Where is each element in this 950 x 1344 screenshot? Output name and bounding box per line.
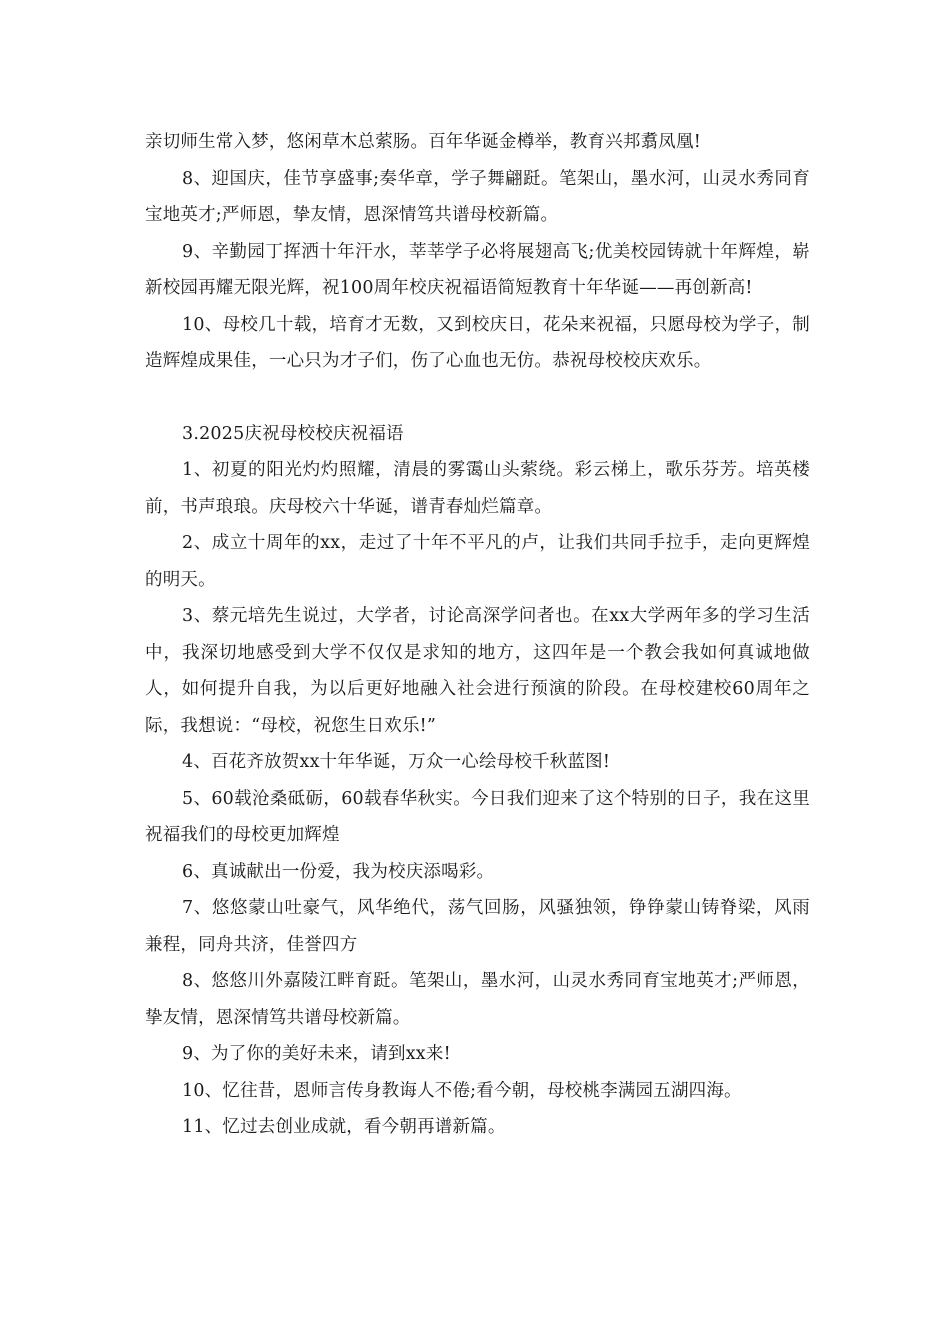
paragraph-item-8b: 8、悠悠川外嘉陵江畔育跹。笔架山，墨水河，山灵水秀同育宝地英才;严师恩，挚友情，恩深情笃共谱母校新篇。 (145, 971, 810, 1028)
paragraph-item-4: 4、百花齐放贺xx十年华诞，万众一心绘母校千秋蓝图! (182, 752, 611, 772)
paragraph-item-9b: 9、为了你的美好未来，请到xx来! (182, 1044, 451, 1064)
paragraph-item-10b: 10、忆往昔，恩师言传身教诲人不倦;看今朝，母校桃李满园五湖四海。 (182, 1080, 742, 1101)
paragraph-item-5: 5、60载沧桑砥砺，60载春华秋实。今日我们迎来了这个特别的日子，我在这里祝福我们的母校更加辉煌 (145, 788, 810, 845)
paragraph-item-1: 1、初夏的阳光灼灼照耀，清晨的雾霭山头萦绕。彩云梯上，歌乐芬芳。培英楼前，书声琅琅。庆母校六十华诞，谱青春灿烂篇章。 (145, 460, 810, 517)
paragraph-item-2: 2、成立十周年的xx，走过了十年不平凡的卢，让我们共同手拉手，走向更辉煌的明天。 (145, 533, 810, 590)
document-page (145, 124, 810, 1146)
paragraph-item-6: 6、真诚献出一份爱，我为校庆添喝彩。 (182, 861, 495, 882)
paragraph-item-3: 3、蔡元培先生说过，大学者，讨论高深学问者也。在xx大学两年多的学习生活中，我深切地感受到大学不仅仅是求知的地方，这四年是一个教会我如何真诚地做人，如何提升自我，为以后更好地融入社会进行预演的阶段。在母校建校60周年之际，我想说：“母校，祝您生日欢乐!” (145, 606, 810, 736)
paragraph-item-11: 11、忆过去创业成就，看今朝再谱新篇。 (182, 1117, 506, 1137)
paragraph-item-7: 7、悠悠蒙山吐豪气，风华绝代，荡气回肠，风骚独领，铮铮蒙山铸脊梁，风雨兼程，同舟共济，佳誉四方 (145, 898, 810, 955)
section-heading: 3.2025庆祝母校校庆祝福语 (182, 423, 404, 444)
paragraph-continuation: 亲切师生常入梦，悠闲草木总萦肠。百年华诞金樽举，教育兴邦翥凤凰! (145, 132, 701, 152)
paragraph-item-10: 10、母校几十载，培育才无数，又到校庆日，花朵来祝福，只愿母校为学子，制造辉煌成果佳，一心只为才子们，伤了心血也无仿。恭祝母校校庆欢乐。 (145, 314, 810, 371)
paragraph-item-8: 8、迎国庆，佳节享盛事;奏华章，学子舞翩跹。笔架山，墨水河，山灵水秀同育宝地英才;严师恩，挚友情，恩深情笃共谱母校新篇。 (145, 168, 810, 225)
paragraph-item-9: 9、辛勤园丁挥洒十年汗水，莘莘学子必将展翅高飞;优美校园铸就十年辉煌，崭新校园再耀无限光辉，祝100周年校庆祝福语简短教育十年华诞——再创新高! (145, 241, 810, 298)
